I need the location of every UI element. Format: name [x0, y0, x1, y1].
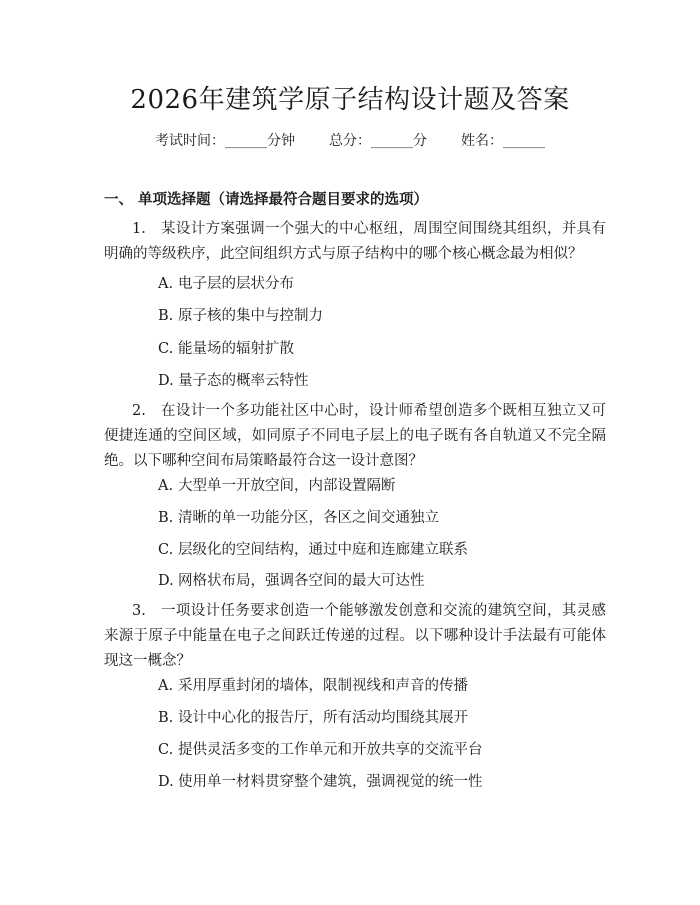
question-3-option-d — [158, 771, 483, 793]
section-number: 一、 — [104, 192, 133, 208]
option-text: 量子态的概率云特性 — [178, 373, 309, 389]
option-text: 原子核的集中与控制力 — [178, 308, 323, 324]
question-2-option-b — [158, 507, 439, 529]
option-letter: A. — [158, 478, 174, 494]
option-letter: B. — [158, 308, 174, 324]
question-2-text: 2. 在设计一个多功能社区中心时，设计师希望创造多个既相互独立又可便捷连通的空间区域，如同原子不同电子层上的电子既有各自轨道又不完全隔绝。以下哪种空间布局策略最符合这一设计意图？ — [104, 403, 606, 469]
page-title: 2026年建筑学原子结构设计题及答案 — [130, 85, 570, 115]
section-heading — [104, 188, 428, 212]
question-2-option-a — [158, 475, 396, 497]
option-letter: A. — [158, 276, 174, 292]
question-3-option-b — [158, 707, 468, 729]
option-text: 清晰的单一功能分区，各区之间交通独立 — [178, 510, 439, 526]
option-text: 大型单一开放空间，内部设置隔断 — [178, 478, 396, 494]
question-2-option-d — [158, 570, 425, 592]
option-letter: C. — [158, 742, 174, 758]
question-1-option-b — [158, 305, 323, 327]
option-text: 电子层的层状分布 — [178, 276, 294, 292]
question-1-option-c — [158, 338, 294, 360]
option-letter: D. — [158, 573, 174, 589]
option-text: 设计中心化的报告厅，所有活动均围绕其展开 — [178, 710, 468, 726]
option-text: 网格状布局，强调各空间的最大可达性 — [178, 573, 425, 589]
total-score-field: 总分：______分 — [329, 133, 427, 149]
question-3-option-c — [158, 739, 483, 761]
exam-time-field: 考试时间：______分钟 — [155, 133, 295, 149]
student-name-field: 姓名：______ — [461, 133, 545, 149]
option-text: 层级化的空间结构，通过中庭和连廊建立联系 — [178, 542, 468, 558]
question-2-option-c — [158, 539, 468, 561]
question-3-option-a — [158, 675, 468, 697]
option-letter: B. — [158, 510, 174, 526]
question-1-option-d — [158, 370, 309, 392]
exam-info-line — [0, 130, 700, 152]
option-letter: C. — [158, 542, 174, 558]
option-letter: D. — [158, 373, 174, 389]
section-title: 单项选择题（请选择最符合题目要求的选项） — [138, 192, 428, 208]
option-letter: B. — [158, 710, 174, 726]
option-text: 采用厚重封闭的墙体，限制视线和声音的传播 — [178, 678, 468, 694]
option-text: 提供灵活多变的工作单元和开放共享的交流平台 — [178, 742, 483, 758]
question-1-text: 1. 某设计方案强调一个强大的中心枢纽，周围空间围绕其组织，并具有明确的等级秩序，此空间组织方式与原子结构中的哪个核心概念最为相似？ — [104, 221, 606, 262]
option-letter: D. — [158, 774, 174, 790]
question-1-option-a — [158, 273, 294, 295]
question-3-text: 3. 一项设计任务要求创造一个能够激发创意和交流的建筑空间，其灵感来源于原子中能量在电子之间跃迁传递的过程。以下哪种设计手法最有可能体现这一概念？ — [104, 603, 606, 669]
option-text: 使用单一材料贯穿整个建筑，强调视觉的统一性 — [178, 774, 483, 790]
option-letter: C. — [158, 341, 174, 357]
option-text: 能量场的辐射扩散 — [178, 341, 294, 357]
option-letter: A. — [158, 678, 174, 694]
